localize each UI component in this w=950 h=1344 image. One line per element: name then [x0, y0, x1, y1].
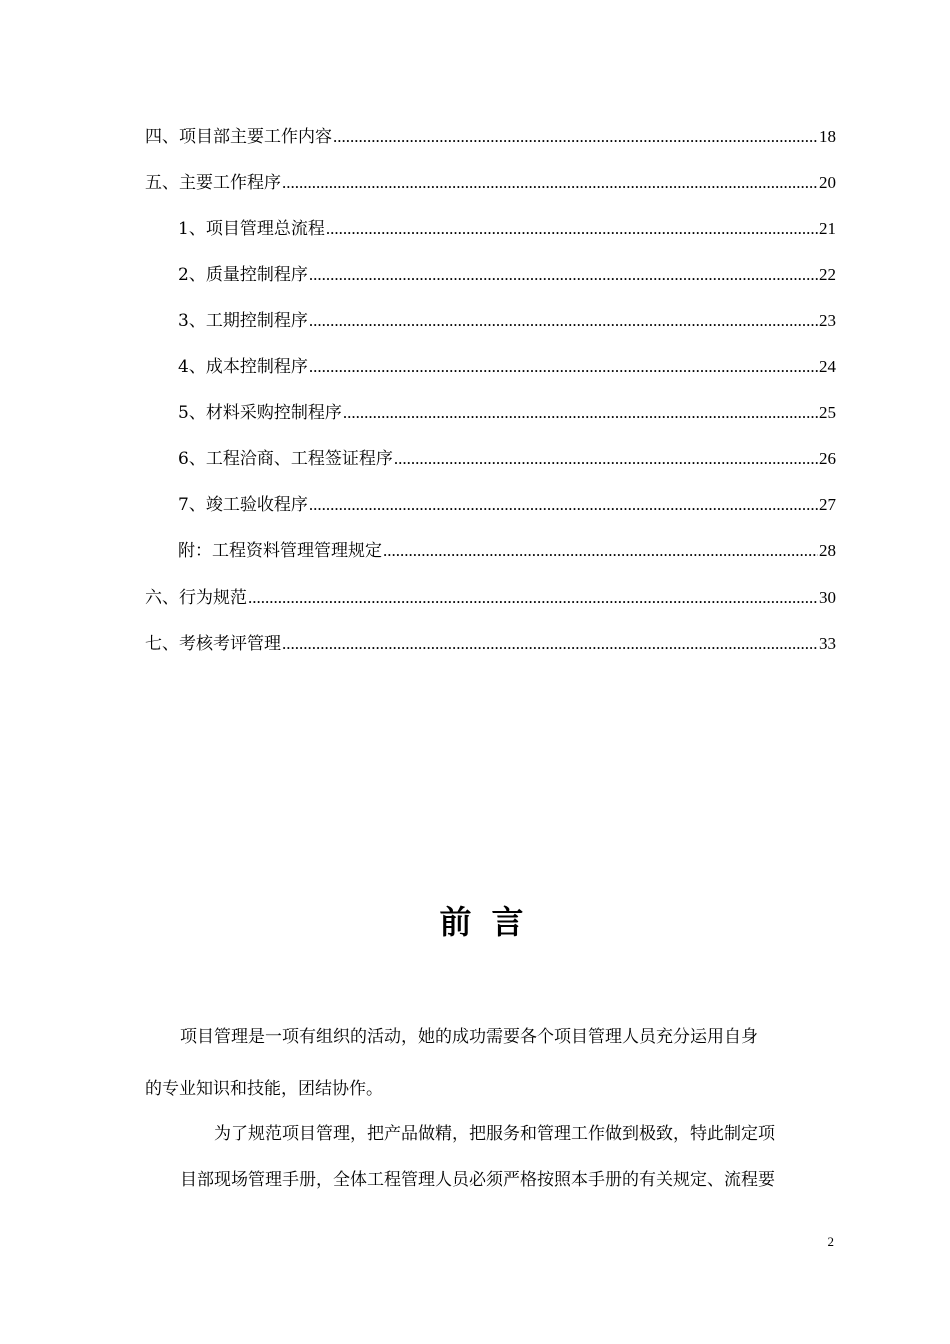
toc-entry-page: 22	[819, 265, 836, 284]
toc-leader-dots	[383, 540, 818, 562]
toc-entry-page: 27	[819, 495, 836, 514]
toc-entry[interactable]	[145, 633, 836, 655]
toc-entry-page: 24	[819, 357, 836, 376]
preface-title: 前言	[439, 903, 544, 941]
page-number: 2	[827, 1234, 834, 1249]
preface-paragraph-2-line-2: 目部现场管理手册，全体工程管理人员必须严格按照本手册的有关规定、流程要	[180, 1170, 775, 1190]
toc-entry-page: 18	[819, 127, 836, 146]
toc-entry-label: 五、主要工作程序	[145, 173, 281, 193]
toc-leader-dots	[333, 126, 818, 148]
toc-entry[interactable]	[178, 264, 836, 286]
toc-leader-dots	[309, 310, 818, 332]
toc-entry-page: 25	[819, 403, 836, 422]
toc-entry-label: 七、考核考评管理	[145, 634, 281, 654]
toc-leader-dots	[343, 402, 818, 424]
toc-leader-dots	[394, 448, 818, 470]
toc-entry-label: 4、成本控制程序	[178, 357, 308, 377]
toc-entry[interactable]	[145, 126, 836, 148]
toc-entry[interactable]	[145, 587, 836, 609]
toc-entry[interactable]	[178, 448, 836, 470]
toc-entry-page: 28	[819, 541, 836, 560]
toc-entry-page: 26	[819, 449, 836, 468]
preface-paragraph-2-line-1: 为了规范项目管理，把产品做精，把服务和管理工作做到极致，特此制定项	[214, 1124, 775, 1144]
toc-entry-label: 六、行为规范	[145, 588, 247, 608]
toc-entry-label: 6、工程洽商、工程签证程序	[178, 449, 393, 469]
toc-entry[interactable]	[178, 218, 836, 240]
toc-entry-label: 7、竣工验收程序	[178, 495, 308, 515]
toc-entry-label: 2、质量控制程序	[178, 265, 308, 285]
toc-leader-dots	[309, 494, 818, 516]
toc-leader-dots	[309, 264, 818, 286]
toc-entry-label: 3、工期控制程序	[178, 311, 308, 331]
toc-entry-label: 1、项目管理总流程	[178, 219, 325, 239]
preface-paragraph-1-line-2: 的专业知识和技能，团结协作。	[145, 1079, 383, 1099]
toc-entry[interactable]	[178, 402, 836, 424]
toc-leader-dots	[248, 587, 818, 609]
toc-entry-page: 23	[819, 311, 836, 330]
toc-entry-page: 33	[819, 634, 836, 653]
preface-paragraph-1-line-1: 项目管理是一项有组织的活动，她的成功需要各个项目管理人员充分运用自身	[180, 1027, 758, 1047]
toc-entry-label: 5、材料采购控制程序	[178, 403, 342, 423]
toc-leader-dots	[282, 172, 818, 194]
toc-entry-label: 四、项目部主要工作内容	[145, 127, 332, 147]
toc-leader-dots	[326, 218, 818, 240]
toc-leader-dots	[309, 356, 818, 378]
toc-entry[interactable]	[178, 310, 836, 332]
toc-entry[interactable]	[178, 540, 836, 562]
toc-entry-page: 30	[819, 588, 836, 607]
toc-entry[interactable]	[178, 494, 836, 516]
toc-leader-dots	[282, 633, 818, 655]
toc-entry[interactable]	[145, 172, 836, 194]
toc-entry-page: 20	[819, 173, 836, 192]
toc-entry-page: 21	[819, 219, 836, 238]
toc-entry[interactable]	[178, 356, 836, 378]
toc-entry-label: 附：工程资料管理管理规定	[178, 541, 382, 561]
